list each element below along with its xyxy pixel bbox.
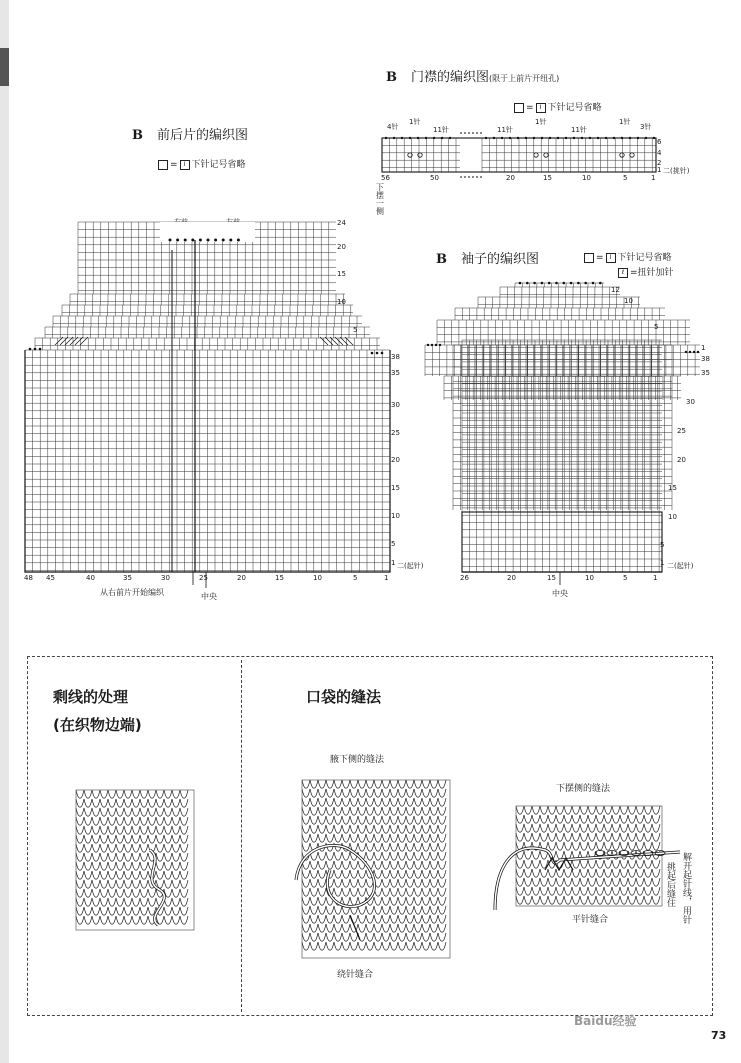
body-row-label: 10 (391, 512, 400, 520)
body-row-label: 35 (391, 369, 400, 377)
placket-count: 11针 (571, 126, 587, 134)
sleeve-row-label: 5 (654, 323, 659, 331)
sleeve-row-label: 15 (668, 484, 677, 492)
pocket-side-caption: 腋下侧的缝法 (330, 755, 385, 765)
sleeve-col-label: 10 (585, 574, 594, 582)
body-row-label: 25 (391, 429, 400, 437)
body-row-label: 5 (391, 540, 396, 548)
sleeve-center-label: 中央 (552, 589, 568, 598)
body-col-label: 1 (384, 574, 389, 582)
placket-col-label: 56 (381, 174, 390, 182)
remaining-yarn-subtitle: (在织物边端) (53, 716, 142, 734)
body-col-label: 30 (161, 574, 170, 582)
body-row-label: 1 (391, 559, 396, 567)
placket-count: 4针 (387, 123, 399, 131)
sleeve-row-label: 35 (701, 369, 710, 377)
sleeve-col-label: 1 (653, 574, 658, 582)
remaining-yarn-fabric (76, 790, 188, 924)
sleeve-col-label: 15 (547, 574, 556, 582)
pocket-flat-caption: 平针缝合 (572, 915, 609, 925)
placket-count: 1针 (535, 118, 547, 126)
body-col-label: 25 (199, 574, 208, 582)
placket-row-label: 6 (657, 138, 662, 146)
pocket-pick-caption: 挑起后缝住 (665, 862, 675, 907)
body-chart-title: B 前后片的编织图 (132, 128, 249, 143)
sleeve-chart-title: B 袖子的编织图 (436, 252, 540, 267)
sleeve-chart-legend-2: ℓ =扭针加针 (616, 265, 674, 278)
placket-row-label: 4 (657, 149, 662, 157)
body-col-label: 45 (46, 574, 55, 582)
sleeve-col-label: 5 (623, 574, 628, 582)
placket-chart-legend: = I 下针记号省略 (514, 100, 602, 113)
body-center-label: 中央 (201, 592, 217, 601)
body-col-label: 10 (313, 574, 322, 582)
sleeve-row-label: 38 (701, 355, 710, 363)
knit-symbol-icon: I (536, 103, 546, 113)
body-row-label: 24 (337, 219, 346, 227)
placket-count: 1针 (619, 118, 631, 126)
body-col-label: 5 (353, 574, 358, 582)
pocket-wrap-caption: 绕针缝合 (337, 970, 374, 980)
pocket-unravel-caption: 解开起针线，用针 (681, 852, 691, 924)
placket-chart-title: B 门襟的编织图(限于上前片开纽孔) (386, 70, 560, 85)
remaining-yarn-title: 剩线的处理 (53, 688, 129, 706)
placket-hem-side: 下摆一侧 (376, 183, 384, 216)
placket-col-label: 10 (582, 174, 591, 182)
placket-row-label: 1 (657, 166, 662, 174)
twisted-increase-icon: ℓ (618, 268, 628, 278)
body-col-label: 40 (86, 574, 95, 582)
body-row-label: 10 (337, 298, 346, 306)
body-row-label: 20 (337, 243, 346, 251)
watermark: Baidu经验 (574, 1014, 637, 1028)
pocket-side-fabric (302, 780, 446, 950)
page-number: 73 (711, 1029, 727, 1042)
sleeve-row-label: 25 (677, 427, 686, 435)
needle-icon (350, 915, 360, 940)
sleeve-chart-legend: = I 下针记号省略 (584, 250, 672, 263)
pocket-hem-caption: 下摆侧的缝法 (556, 784, 611, 794)
sleeve-row-label: 5 (660, 541, 665, 549)
sleeve-col-label: 26 (460, 574, 469, 582)
remaining-yarn-fabric-border (76, 790, 194, 930)
sleeve-row-label: 30 (686, 398, 695, 406)
placket-col-label: 1 (651, 174, 656, 182)
placket-count: 1针 (409, 118, 421, 126)
placket-count: 3针 (640, 123, 652, 131)
placket-pickup-label: 二(挑针) (663, 167, 690, 175)
sleeve-row-label: 10 (668, 513, 677, 521)
placket-col-label: 5 (623, 174, 628, 182)
body-row-label: 20 (391, 456, 400, 464)
body-row-label: 5 (353, 326, 358, 334)
knit-symbol-icon: I (606, 253, 616, 263)
placket-col-label: 50 (430, 174, 439, 182)
placket-col-label: 20 (506, 174, 515, 182)
pocket-yarn-loop-inner (296, 845, 374, 906)
body-col-label: 20 (237, 574, 246, 582)
sleeve-row-label: 10 (624, 297, 633, 305)
sleeve-row-label: 1 (701, 344, 706, 352)
sleeve-row-label: 12 (611, 286, 620, 294)
knit-symbol-icon: I (180, 160, 190, 170)
body-col-label: 35 (123, 574, 132, 582)
sleeve-row-label: 1 (660, 559, 665, 567)
placket-count: 11针 (433, 126, 449, 134)
body-col-label: 15 (275, 574, 284, 582)
placket-count: 11针 (497, 126, 513, 134)
body-row-label: 15 (337, 270, 346, 278)
sleeve-cast-on-label: 二(起针) (667, 562, 694, 570)
placket-col-label: 15 (543, 174, 552, 182)
body-col-label: 48 (24, 574, 33, 582)
body-row-label: 38 (391, 353, 400, 361)
body-chart-legend: = I 下针记号省略 (158, 157, 246, 170)
sleeve-col-label: 20 (507, 574, 516, 582)
body-cast-on-label: 二(起针) (397, 562, 424, 570)
body-start-note: 从右前片开始编织 (100, 588, 164, 597)
body-row-label: 15 (391, 484, 400, 492)
placket-row-label: 2 (657, 159, 662, 167)
sleeve-row-label: 20 (677, 456, 686, 464)
pocket-title: 口袋的缝法 (306, 688, 382, 706)
body-row-label: 30 (391, 401, 400, 409)
